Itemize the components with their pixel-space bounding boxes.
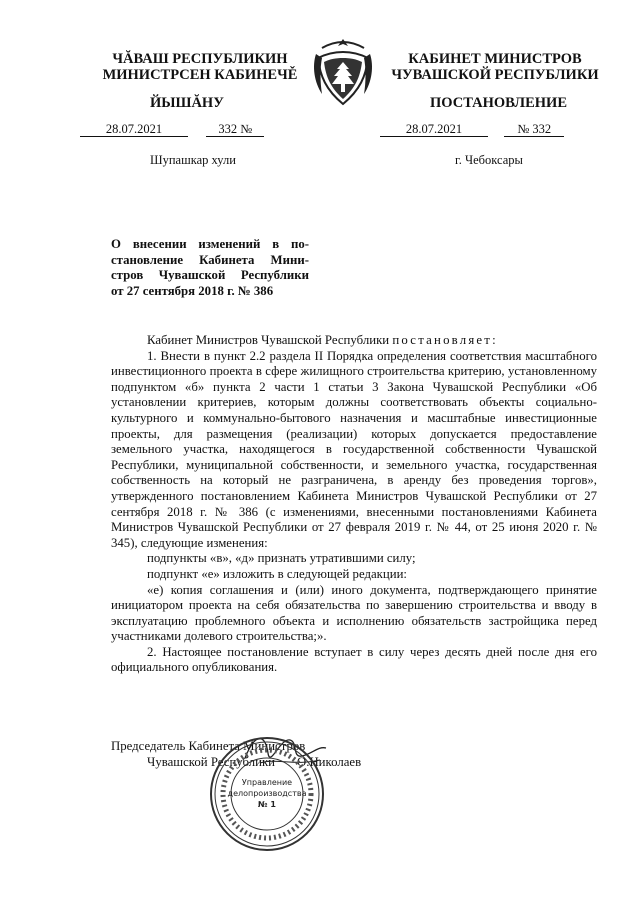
- stamp-line1: Управление: [241, 778, 293, 787]
- header-left: [90, 51, 310, 83]
- date-number-left: [80, 122, 264, 137]
- number-left: 332 №: [206, 122, 264, 137]
- header-right: [380, 51, 610, 83]
- header-right-line2: ЧУВАШСКОЙ РЕСПУБЛИКИ: [391, 67, 599, 83]
- header-left-line1: ЧĂВАШ РЕСПУБЛИКИН: [112, 51, 288, 67]
- signature-title-line1: Председатель Кабинета Министров: [111, 739, 306, 753]
- intro-paragraph: [111, 333, 597, 349]
- date-right: 28.07.2021: [380, 122, 488, 137]
- document-body: [111, 333, 597, 676]
- stamp-line2: делопроизводства: [227, 789, 307, 798]
- paragraph-1: 1. Внести в пункт 2.2 раздела II Порядка определения соответствия масштабного инвестиционного проекта в сфере жилищного строительства критерию, установленному подпунктом «б» пункта 2 части 1 статьи 3 Закона Чувашской Республики «Об установлении критериев, которым должны соответствовать объекты социально-культурного и коммунально-бытового назначения и масштабные инвестиционные проекты, для размещения (реализации) которых допускается предоставление земельного участка, находящегося в государственной собственности Чувашской Республики, муниципальной собственности, и земельного участка, государственная собственность на который не разграничена, в аренду без проведения торгов», утвержденного постановлением Кабинета Министров Чувашской Республики от 27 сентября 2018 г. № 386 (с изменениями, внесенными постановлениями Кабинета Министров Чувашской Республики от 27 февраля 2019 г. № 44, от 25 июня 2020 г. № 345), следующие изменения:: [111, 348, 597, 550]
- paragraph-2: подпункты «в», «д» признать утратившими силу;: [147, 551, 416, 566]
- intro-verb: постановляет:: [392, 333, 498, 347]
- subject-line3: стров Чувашской Республики: [111, 268, 309, 282]
- place-left: Шупашкар хули: [150, 153, 236, 167]
- header-right-line1: КАБИНЕТ МИНИСТРОВ: [408, 51, 582, 67]
- signatory-name: О.Николаев: [297, 755, 362, 769]
- stamp-line3: № 1: [258, 800, 276, 809]
- number-right: № 332: [504, 122, 564, 137]
- doc-type-left: ЙЫШĂНУ: [150, 95, 224, 111]
- place-right: г. Чебоксары: [455, 153, 523, 167]
- subject-line4: от 27 сентября 2018 г. № 386: [111, 283, 274, 298]
- signature-title-line2: Чувашской Республики: [147, 755, 276, 769]
- date-number-right: [380, 122, 564, 137]
- subject-line2: становление Кабинета Мини-: [111, 252, 309, 267]
- doc-type-right: ПОСТАНОВЛЕНИЕ: [430, 95, 568, 111]
- paragraph-3: подпункт «е» изложить в следующей редакции:: [147, 566, 407, 581]
- paragraph-5: 2. Настоящее постановление вступает в силу через десять дней после дня его официального опубликования.: [111, 644, 597, 675]
- paragraph-4: «е) копия соглашения и (или) иного документа, подтверждающего принятие инициатором проекта на себя обязательства по завершению строительства и вводу в эксплуатацию проблемного объекта и исполнению обязательств застройщика перед участниками долевого строительства;».: [111, 582, 597, 644]
- coat-of-arms-emblem: [312, 36, 374, 108]
- intro-prefix: Кабинет Министров Чувашской Республики: [147, 333, 390, 347]
- document-subject: [111, 237, 309, 299]
- header-left-line2: МИНИСТРСЕН КАБИНЕЧĚ: [102, 67, 298, 83]
- official-stamp: [208, 735, 326, 853]
- date-left: 28.07.2021: [80, 122, 188, 137]
- subject-line1: О внесении изменений в по-: [111, 237, 309, 251]
